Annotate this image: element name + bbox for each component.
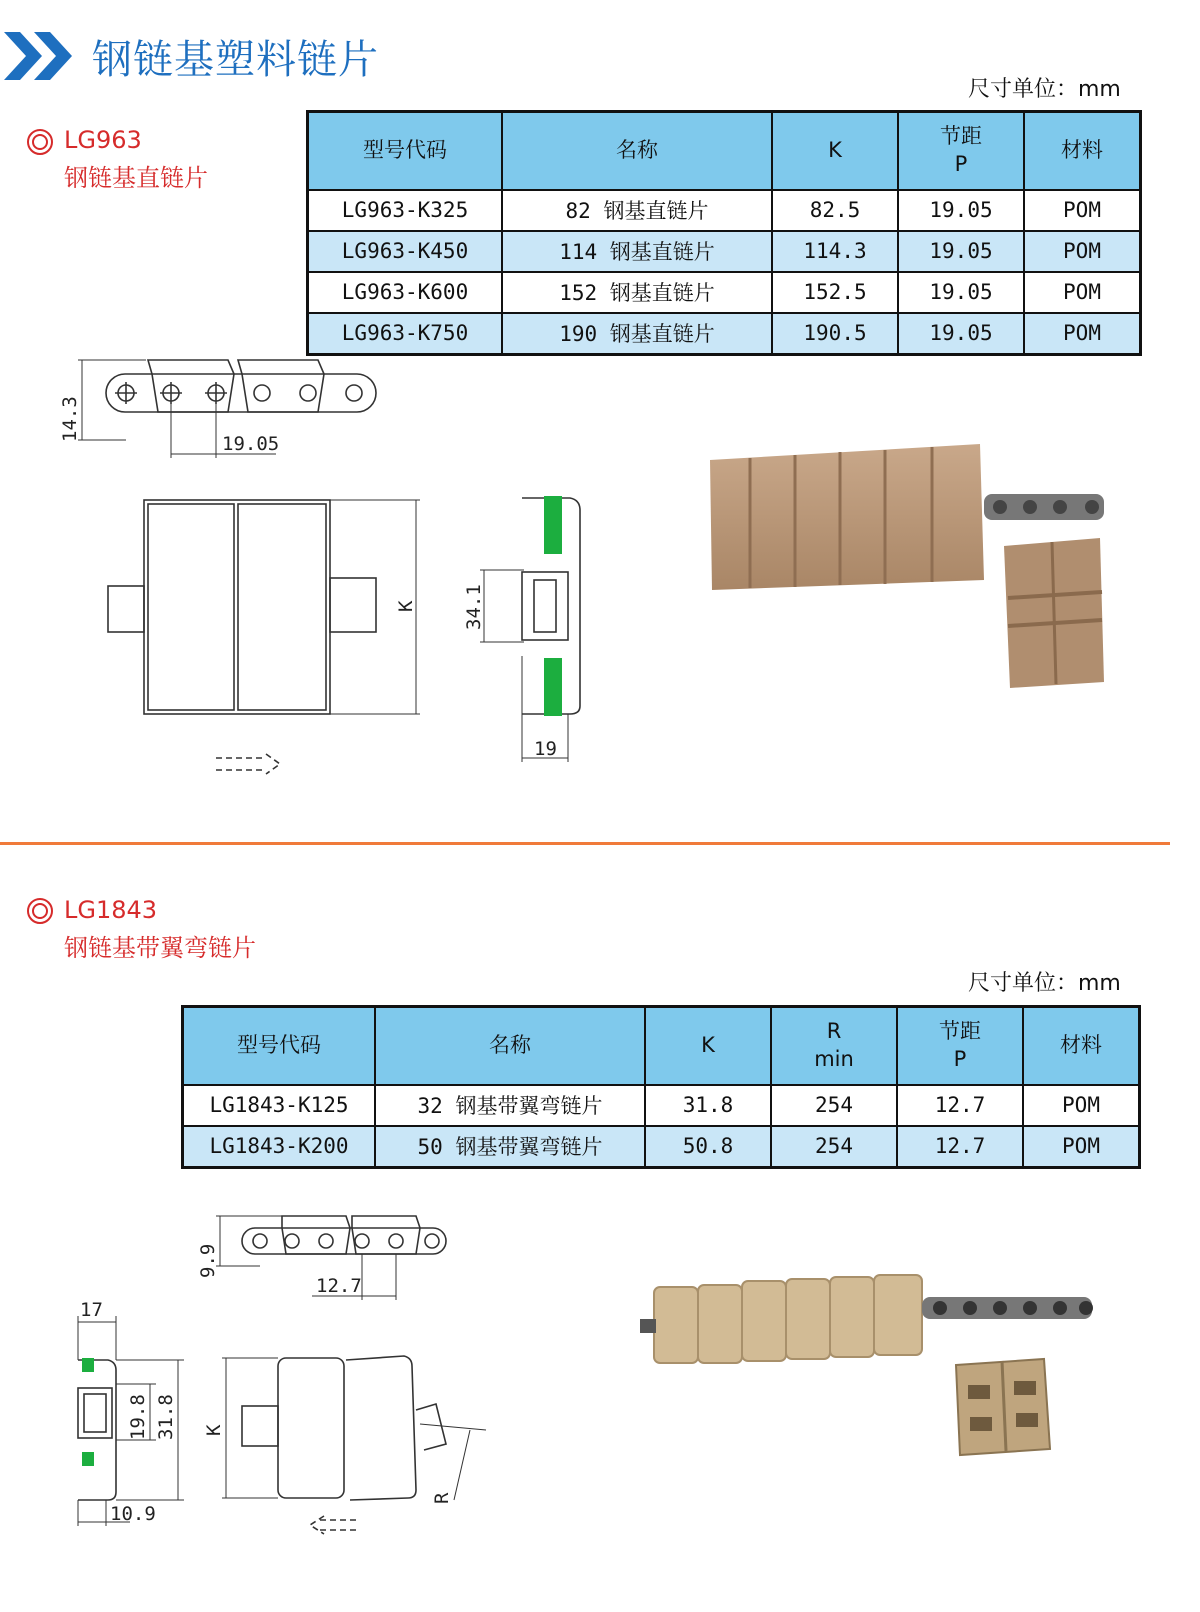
section-divider	[0, 842, 1170, 845]
cell-k: 190.5	[772, 313, 898, 355]
dim-height: 9.9	[197, 1243, 219, 1278]
cell-k: 114.3	[772, 231, 898, 272]
cell-material: POM	[1024, 231, 1141, 272]
page-title: 钢链基塑料链片	[92, 37, 379, 83]
dim-width: K	[203, 1424, 225, 1436]
dim-width: K	[395, 600, 417, 612]
col-header-pitch-label: 节距	[939, 1019, 981, 1044]
cell-pitch: 19.05	[898, 313, 1024, 355]
cell-name: 50 钢基带翼弯链片	[375, 1126, 645, 1168]
table-row	[308, 190, 1141, 231]
cell-pitch: 19.05	[898, 272, 1024, 313]
table-row	[183, 1085, 1140, 1126]
cell-model: LG963-K450	[308, 231, 503, 272]
section1-name: 钢链基直链片	[64, 164, 208, 192]
cell-model: LG963-K325	[308, 190, 503, 231]
header-chevron-icon	[4, 32, 74, 84]
cell-name: 114 钢基直链片	[502, 231, 772, 272]
dim-top: 17	[80, 1299, 103, 1321]
cell-pitch: 12.7	[897, 1126, 1023, 1168]
col-header-radius-symbol: R	[826, 1019, 842, 1044]
col-header-name: 名称	[375, 1007, 645, 1085]
dim-outer: 31.8	[155, 1394, 177, 1440]
target-icon	[26, 128, 54, 160]
col-header-pitch-symbol: P	[954, 151, 968, 176]
cell-model: LG963-K750	[308, 313, 503, 355]
section2-name: 钢链基带翼弯链片	[64, 934, 256, 962]
cell-k: 152.5	[772, 272, 898, 313]
cell-pitch: 19.05	[898, 190, 1024, 231]
table-row	[183, 1126, 1140, 1168]
product-photo-lg963	[700, 430, 1120, 700]
unit-label: 尺寸单位：mm	[968, 77, 1121, 102]
section2-code: LG1843	[64, 896, 158, 924]
col-header-name: 名称	[502, 112, 772, 190]
col-header-radius	[771, 1007, 897, 1085]
dim-radius: R	[431, 1492, 453, 1504]
col-header-k: K	[772, 112, 898, 190]
dim-pitch: 19.05	[222, 433, 280, 455]
cell-material: POM	[1024, 190, 1141, 231]
cell-material: POM	[1023, 1085, 1140, 1126]
dim-bottom: 10.9	[110, 1503, 156, 1525]
col-header-radius-min: min	[814, 1046, 854, 1071]
col-header-pitch-symbol: P	[953, 1046, 967, 1071]
cell-material: POM	[1023, 1126, 1140, 1168]
cell-k: 31.8	[645, 1085, 771, 1126]
product-photo-lg1843	[640, 1265, 1100, 1465]
section1-code: LG963	[64, 126, 142, 154]
target-icon	[26, 897, 54, 929]
col-header-model: 型号代码	[308, 112, 503, 190]
cell-model: LG1843-K200	[183, 1126, 376, 1168]
dim-span: 34.1	[463, 584, 485, 630]
cell-k: 82.5	[772, 190, 898, 231]
cell-pitch: 19.05	[898, 231, 1024, 272]
cell-k: 50.8	[645, 1126, 771, 1168]
cell-radius: 254	[771, 1085, 897, 1126]
col-header-k: K	[645, 1007, 771, 1085]
cell-name: 190 钢基直链片	[502, 313, 772, 355]
drawing-lg1843	[50, 1200, 530, 1545]
dim-height: 14.3	[59, 396, 81, 442]
cell-name: 32 钢基带翼弯链片	[375, 1085, 645, 1126]
col-header-material: 材料	[1023, 1007, 1140, 1085]
spec-table-lg963	[306, 110, 1142, 356]
cell-name: 152 钢基直链片	[502, 272, 772, 313]
cell-material: POM	[1024, 272, 1141, 313]
drawing-lg963	[40, 350, 660, 790]
spec-table-lg1843	[181, 1005, 1141, 1169]
table-row	[308, 313, 1141, 355]
dim-depth: 19	[534, 738, 557, 760]
cell-name: 82 钢基直链片	[502, 190, 772, 231]
cell-model: LG963-K600	[308, 272, 503, 313]
cell-model: LG1843-K125	[183, 1085, 376, 1126]
table-row	[308, 272, 1141, 313]
col-header-material: 材料	[1024, 112, 1141, 190]
cell-material: POM	[1024, 313, 1141, 355]
dim-inner: 19.8	[127, 1394, 149, 1440]
dim-pitch: 12.7	[316, 1275, 362, 1297]
unit-label: 尺寸单位：mm	[968, 971, 1121, 996]
table-row	[308, 231, 1141, 272]
col-header-pitch	[897, 1007, 1023, 1085]
col-header-pitch	[898, 112, 1024, 190]
col-header-model: 型号代码	[183, 1007, 376, 1085]
cell-pitch: 12.7	[897, 1085, 1023, 1126]
cell-radius: 254	[771, 1126, 897, 1168]
col-header-pitch-label: 节距	[940, 124, 982, 149]
